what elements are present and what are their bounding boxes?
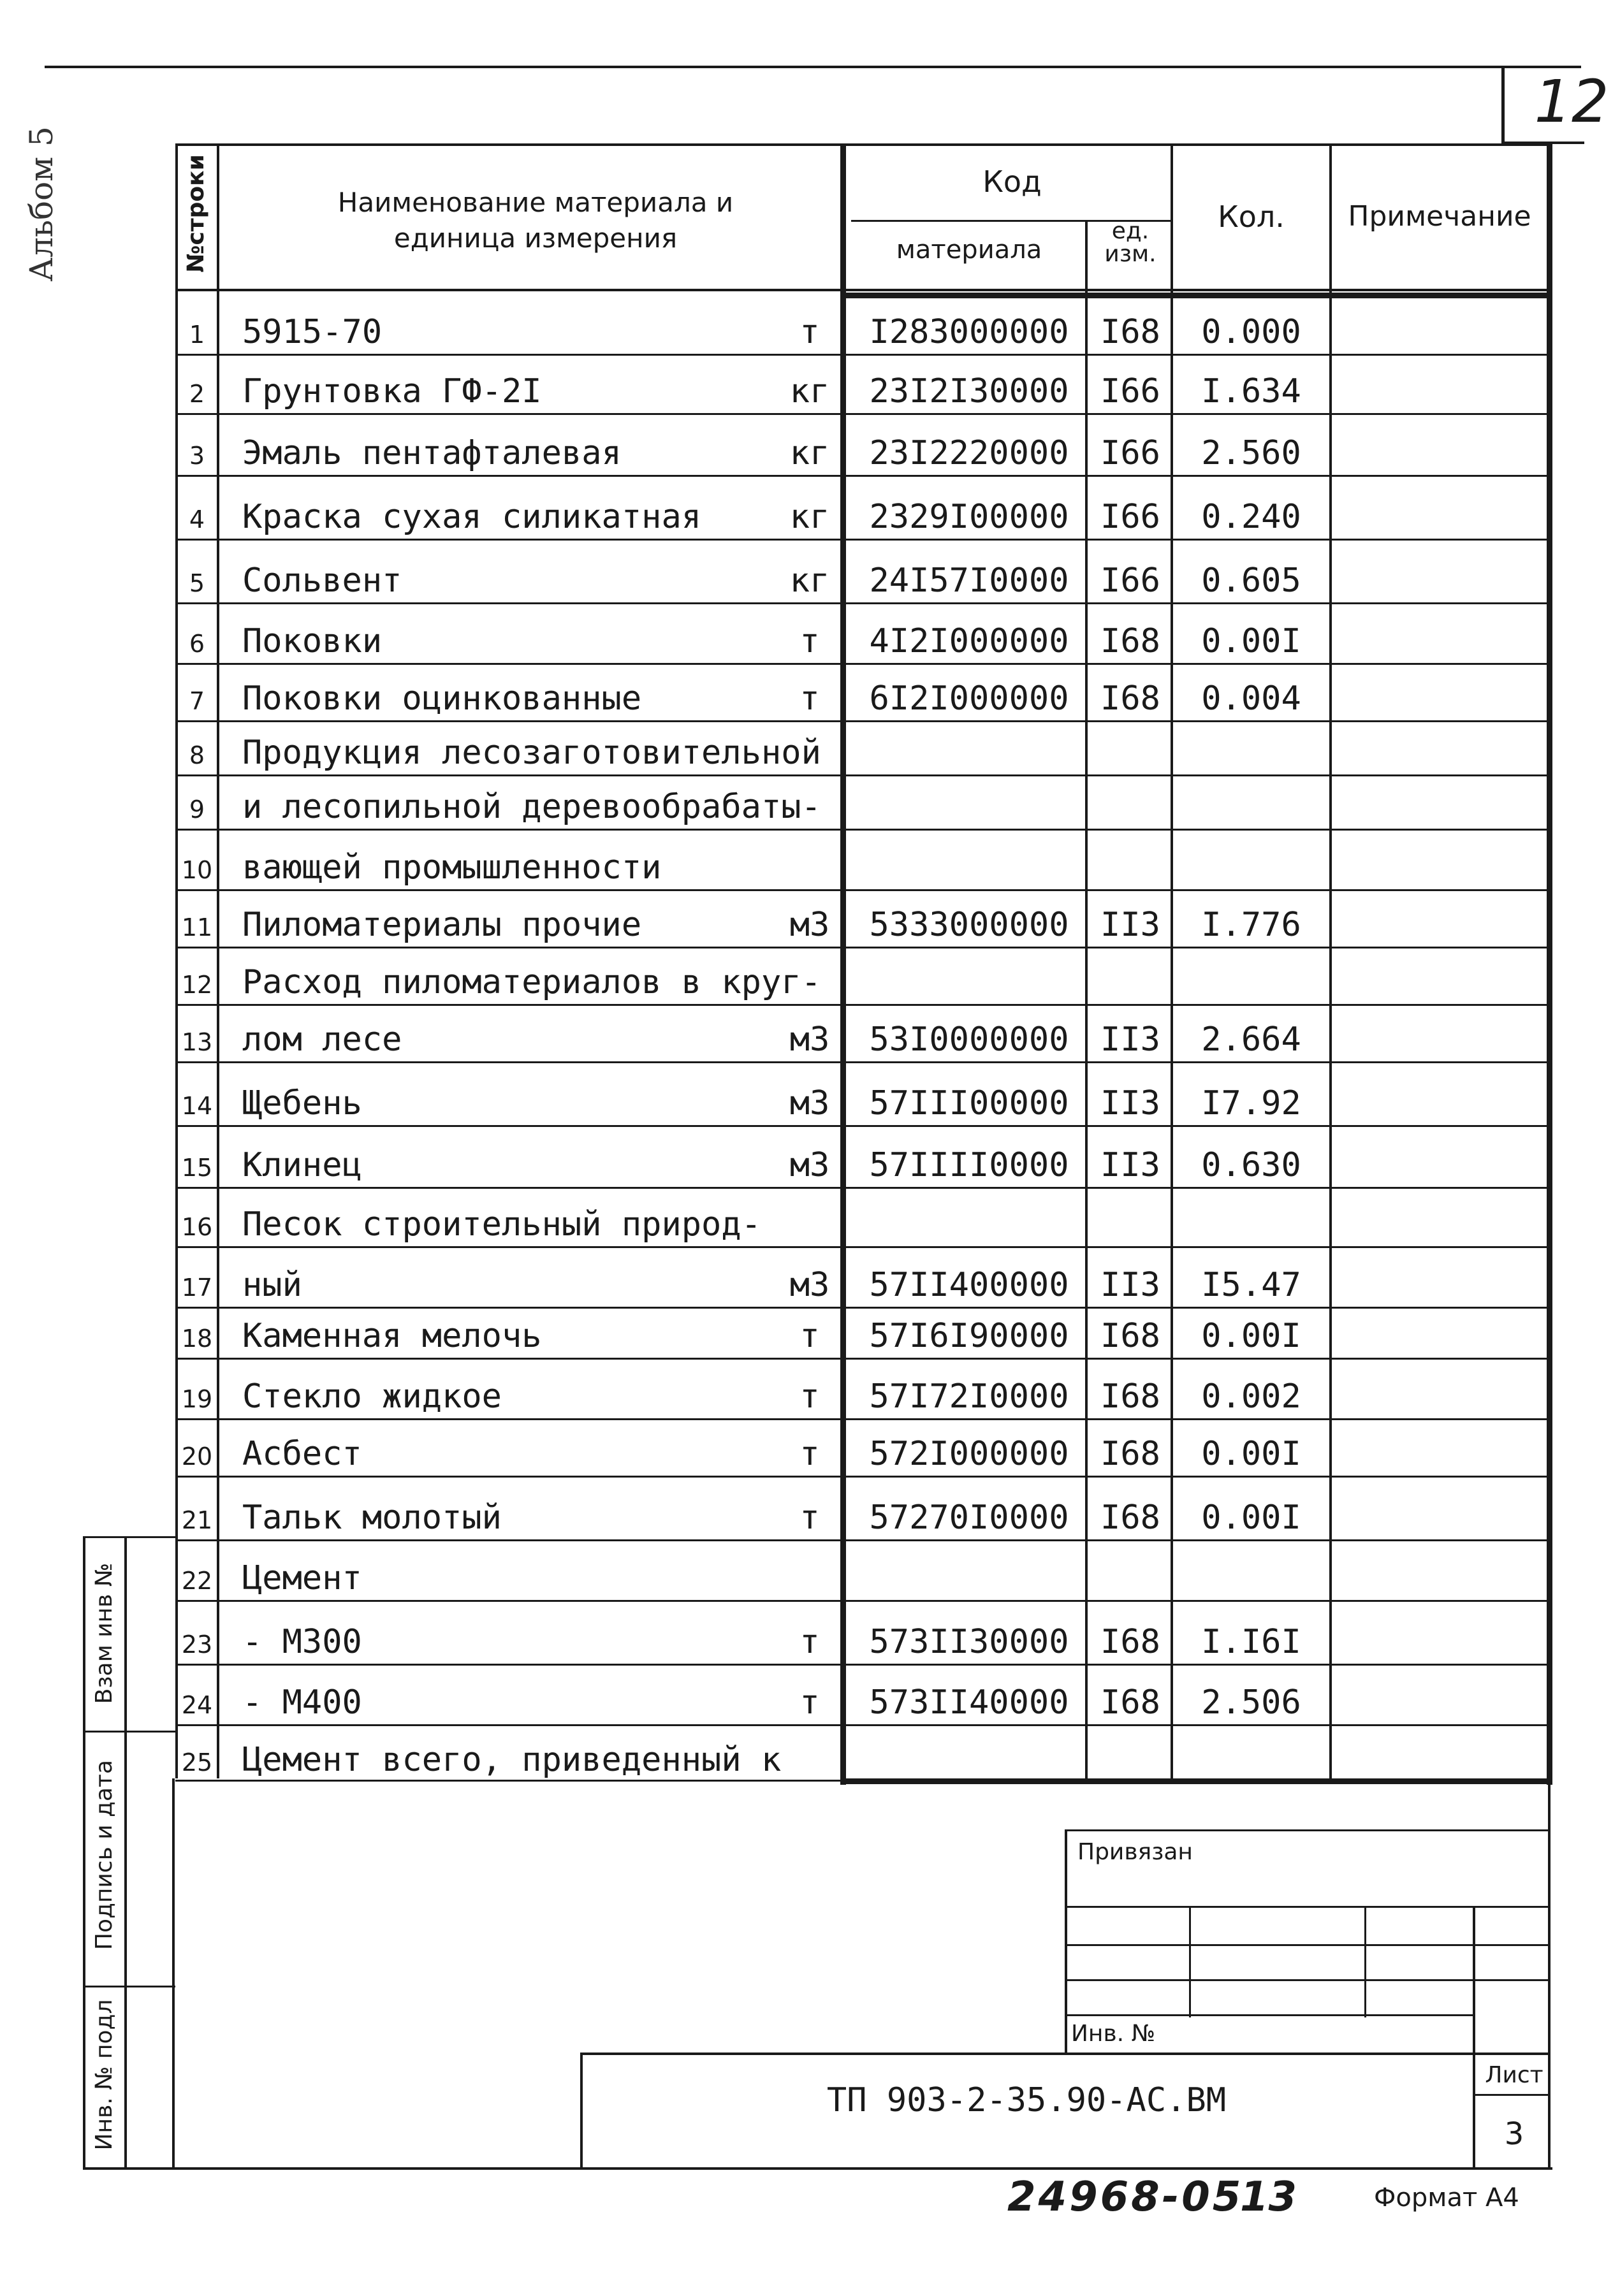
row-number: 4 — [189, 505, 205, 534]
title-block-div-3 — [1473, 1906, 1475, 2167]
unit-code: I68 — [1100, 1377, 1160, 1416]
unit-code: I68 — [1100, 1435, 1160, 1473]
table-row — [175, 947, 1549, 1004]
unit: т — [799, 1435, 820, 1473]
stamp-col-mid — [124, 1536, 127, 2167]
unit — [771, 829, 848, 889]
unit: т — [799, 1623, 820, 1661]
inv-original-label: Инв. № подл — [91, 1999, 117, 2151]
material-code: 57III00000 — [869, 1084, 1069, 1123]
material-code: 57I72I0000 — [869, 1377, 1069, 1416]
quantity — [1173, 947, 1329, 1004]
row-number: 25 — [181, 1748, 213, 1776]
unit: кг — [789, 372, 830, 411]
unit-code: I68 — [1100, 1623, 1160, 1661]
row-number: 17 — [181, 1274, 213, 1302]
designation-box-top — [580, 2053, 1551, 2055]
material-name: Песок строительный природ- — [242, 1205, 761, 1244]
unit — [771, 720, 848, 774]
material-code: 2329I00000 — [869, 498, 1069, 536]
unit-code: I66 — [1100, 372, 1160, 411]
row-number: 10 — [181, 856, 213, 884]
unit: т — [799, 313, 820, 351]
title-block-left — [1065, 1829, 1067, 2053]
table-row — [175, 1358, 1549, 1418]
material-name: вающей промышленности — [242, 848, 662, 887]
material-code: 5333000000 — [869, 906, 1069, 944]
table-row — [175, 1125, 1549, 1187]
table-row — [175, 1539, 1549, 1600]
table-row — [175, 1061, 1549, 1125]
material-code: 57II400000 — [869, 1266, 1069, 1304]
row-number: 3 — [189, 442, 205, 470]
table-row — [175, 1004, 1549, 1061]
material-code — [851, 829, 1087, 889]
unit-code-header-line2: изм. — [1104, 241, 1157, 267]
unit: т — [799, 1377, 820, 1416]
title-block-div-2 — [1364, 1906, 1366, 2017]
quantity: 0.605 — [1201, 562, 1301, 600]
unit-code: I68 — [1100, 622, 1160, 660]
table-row — [175, 720, 1549, 774]
row-number: 14 — [181, 1092, 213, 1120]
material-name: Цемент — [242, 1559, 362, 1597]
stamp-bottom-line — [83, 2167, 1552, 2170]
title-block-line-2 — [1065, 1906, 1551, 1908]
unit-code: I68 — [1100, 1683, 1160, 1722]
unit-code: II3 — [1100, 1266, 1160, 1304]
unit-code-header — [1088, 220, 1173, 266]
quantity — [1173, 1724, 1329, 1782]
material-name: - М300 — [242, 1623, 362, 1661]
table-row — [175, 829, 1549, 889]
unit-code: I68 — [1100, 679, 1160, 718]
top-border-line — [45, 66, 1581, 68]
table-row — [175, 774, 1549, 829]
material-code: 23I2220000 — [869, 434, 1069, 472]
unit-code: I68 — [1100, 313, 1160, 351]
quantity: 2.664 — [1201, 1021, 1301, 1059]
quantity: 0.00I — [1201, 1317, 1301, 1355]
sheet-label: Лист — [1485, 2062, 1543, 2088]
row-number: 9 — [189, 796, 205, 824]
table-row — [175, 889, 1549, 947]
unit: т — [799, 1683, 820, 1722]
material-name: и лесопильной деревообрабаты- — [242, 788, 821, 826]
quantity — [1173, 1187, 1329, 1246]
material-code: 24I57I0000 — [869, 562, 1069, 600]
row-number: 7 — [189, 687, 205, 715]
unit — [771, 947, 848, 1004]
quantity — [1173, 720, 1329, 774]
material-name: Краска сухая силикатная — [242, 498, 702, 536]
table-row — [175, 1600, 1549, 1664]
table-row — [175, 1418, 1549, 1476]
sheet-number: 3 — [1504, 2116, 1524, 2152]
table-row — [175, 1187, 1549, 1246]
material-code: I283000000 — [869, 313, 1069, 351]
material-name: 5915-70 — [242, 313, 383, 351]
material-code — [851, 1539, 1087, 1600]
format-label: Формат А4 — [1374, 2183, 1519, 2212]
material-code — [851, 1724, 1087, 1782]
unit: м3 — [789, 1266, 830, 1304]
quantity: I.776 — [1201, 906, 1301, 944]
material-code: 57I6I90000 — [869, 1317, 1069, 1355]
table-row — [175, 1246, 1549, 1307]
unit-code — [1088, 774, 1173, 829]
table-row — [175, 296, 1549, 354]
quantity: I7.92 — [1201, 1084, 1301, 1123]
unit — [771, 1187, 848, 1246]
material-code: 57270I0000 — [869, 1499, 1069, 1537]
code-header: Код — [982, 164, 1042, 199]
unit — [771, 774, 848, 829]
unit-code: I66 — [1100, 498, 1160, 536]
row-number: 21 — [181, 1506, 213, 1534]
unit: кг — [789, 562, 830, 600]
title-block-line-5 — [1065, 2014, 1473, 2016]
material-code: 57IIII0000 — [869, 1146, 1069, 1184]
row-number: 1 — [189, 321, 205, 349]
row-number: 11 — [181, 913, 213, 941]
unit-code: II3 — [1100, 1084, 1160, 1123]
material-name: ный — [242, 1266, 302, 1304]
archive-code: 24968-05 — [1007, 2174, 1244, 2221]
stamp-col-left — [83, 1536, 85, 2167]
material-code — [851, 947, 1087, 1004]
material-name: Стекло жидкое — [242, 1377, 502, 1416]
material-code: 573II40000 — [869, 1683, 1069, 1722]
row-number: 13 — [181, 1028, 213, 1056]
quantity: 2.506 — [1201, 1683, 1301, 1722]
row-number-header: №строки — [183, 154, 209, 273]
unit: м3 — [789, 1021, 830, 1059]
unit: т — [799, 679, 820, 718]
frame-left-lower — [172, 1778, 175, 2169]
unit-code — [1088, 1187, 1173, 1246]
unit-code: II3 — [1100, 1146, 1160, 1184]
material-name: Каменная мелочь — [242, 1317, 542, 1355]
unit: м3 — [789, 906, 830, 944]
material-name: Пиломатериалы прочие — [242, 906, 642, 944]
quantity: 0.002 — [1201, 1377, 1301, 1416]
material-code: 573II30000 — [869, 1623, 1069, 1661]
archive-sheet-number: 13 — [1240, 2174, 1297, 2221]
row-number: 5 — [189, 569, 205, 597]
material-name-header — [220, 185, 851, 261]
data-bottom-thick-line — [840, 1778, 1552, 1784]
signature-date-label: Подпись и дата — [91, 1759, 117, 1951]
table-row — [175, 1664, 1549, 1724]
material-code-header: материала — [896, 235, 1042, 265]
material-name: Поковки оцинкованные — [242, 679, 642, 718]
row-number: 2 — [189, 380, 205, 408]
unit: кг — [789, 434, 830, 472]
quantity: 0.00I — [1201, 1435, 1301, 1473]
material-name: Клинец — [242, 1146, 362, 1184]
row-number: 15 — [181, 1154, 213, 1182]
row-number: 22 — [181, 1567, 213, 1595]
row-25-bottom-line — [175, 1780, 845, 1782]
table-row — [175, 354, 1549, 413]
unit — [771, 1539, 848, 1600]
table-row — [175, 413, 1549, 475]
quantity: 0.240 — [1201, 498, 1301, 536]
material-code: 53I0000000 — [869, 1021, 1069, 1059]
page-number: 12 — [1534, 68, 1609, 136]
quantity: 0.004 — [1201, 679, 1301, 718]
material-code — [851, 1187, 1087, 1246]
sheet-label-line — [1473, 2094, 1551, 2096]
album-label: Альбом 5 — [23, 126, 60, 282]
quantity: I.I6I — [1201, 1623, 1301, 1661]
row-number: 23 — [181, 1631, 213, 1659]
material-name-header-line1: Наименование материала и — [337, 187, 734, 218]
row-number: 19 — [181, 1385, 213, 1413]
page-number-divider — [1501, 66, 1505, 145]
material-name: Эмаль пентафталевая — [242, 434, 622, 472]
unit — [771, 1724, 848, 1782]
row-number: 6 — [189, 630, 205, 658]
title-block-div-1 — [1189, 1906, 1191, 2017]
material-code: 23I2I30000 — [869, 372, 1069, 411]
material-name: Асбест — [242, 1435, 362, 1473]
title-block-line-3 — [1065, 1944, 1551, 1946]
row-number: 12 — [181, 971, 213, 999]
unit: кг — [789, 498, 830, 536]
material-code — [851, 774, 1087, 829]
quantity: I5.47 — [1201, 1266, 1301, 1304]
unit-code: I68 — [1100, 1317, 1160, 1355]
unit: т — [799, 1499, 820, 1537]
quantity: 0.00I — [1201, 622, 1301, 660]
quantity — [1173, 829, 1329, 889]
stamp-top-line — [83, 1536, 175, 1538]
quantity: 0.000 — [1201, 313, 1301, 351]
material-name: Поковки — [242, 622, 383, 660]
material-name: Щебень — [242, 1084, 362, 1123]
row-number: 8 — [189, 741, 205, 769]
material-code: 4I2I000000 — [869, 622, 1069, 660]
title-block-top — [1065, 1829, 1551, 1831]
row-number: 16 — [181, 1213, 213, 1241]
unit-code — [1088, 1539, 1173, 1600]
quantity: 2.560 — [1201, 434, 1301, 472]
frame-right-lower — [1548, 1782, 1551, 2169]
note-header: Примечание — [1348, 200, 1531, 233]
material-name: Расход пиломатериалов в круг- — [242, 963, 821, 1001]
row-number: 24 — [181, 1691, 213, 1719]
unit-code: II3 — [1100, 906, 1160, 944]
quantity — [1173, 774, 1329, 829]
table-row — [175, 663, 1549, 720]
unit-code: I66 — [1100, 434, 1160, 472]
document-designation: ТП 903-2-35.90-АС.ВМ — [826, 2081, 1227, 2119]
inv-label: Инв. № — [1071, 2021, 1156, 2047]
unit: м3 — [789, 1146, 830, 1184]
table-row — [175, 1476, 1549, 1539]
table-row — [175, 602, 1549, 663]
material-name: лом лесе — [242, 1021, 402, 1059]
material-name: Сольвент — [242, 562, 402, 600]
title-block-line-4 — [1065, 1979, 1551, 1981]
row-number: 18 — [181, 1325, 213, 1353]
table-row — [175, 475, 1549, 539]
quantity: 0.630 — [1201, 1146, 1301, 1184]
material-code — [851, 720, 1087, 774]
material-name: Тальк молотый — [242, 1499, 502, 1537]
table-row — [175, 1724, 1549, 1782]
table-row — [175, 1307, 1549, 1358]
bound-label: Привязан — [1077, 1839, 1193, 1865]
quantity: 0.00I — [1201, 1499, 1301, 1537]
replacement-inv-label: Взам инв № — [91, 1562, 117, 1704]
material-name: Цемент всего, приведенный к — [242, 1741, 782, 1779]
unit: т — [799, 622, 820, 660]
unit-code — [1088, 829, 1173, 889]
quantity-header: Кол. — [1218, 200, 1285, 234]
unit-code: I66 — [1100, 562, 1160, 600]
table-row — [175, 539, 1549, 602]
material-code: 572I000000 — [869, 1435, 1069, 1473]
material-name: Продукция лесозаготовительной — [242, 734, 821, 772]
quantity — [1173, 1539, 1329, 1600]
unit-code — [1088, 1724, 1173, 1782]
unit-code: I68 — [1100, 1499, 1160, 1537]
material-name: Грунтовка ГФ-2I — [242, 372, 542, 411]
material-name: - М400 — [242, 1683, 362, 1722]
header-bottom-line — [175, 289, 1552, 291]
unit: м3 — [789, 1084, 830, 1123]
table-top-line — [175, 143, 1552, 146]
unit-code: II3 — [1100, 1021, 1160, 1059]
unit-code — [1088, 947, 1173, 1004]
material-code: 6I2I000000 — [869, 679, 1069, 718]
unit-code — [1088, 720, 1173, 774]
material-name-header-line2: единица измерения — [393, 222, 678, 254]
unit: т — [799, 1317, 820, 1355]
quantity: I.634 — [1201, 372, 1301, 411]
row-number: 20 — [181, 1442, 213, 1471]
unit-code-header-line1: ед. — [1111, 218, 1149, 244]
